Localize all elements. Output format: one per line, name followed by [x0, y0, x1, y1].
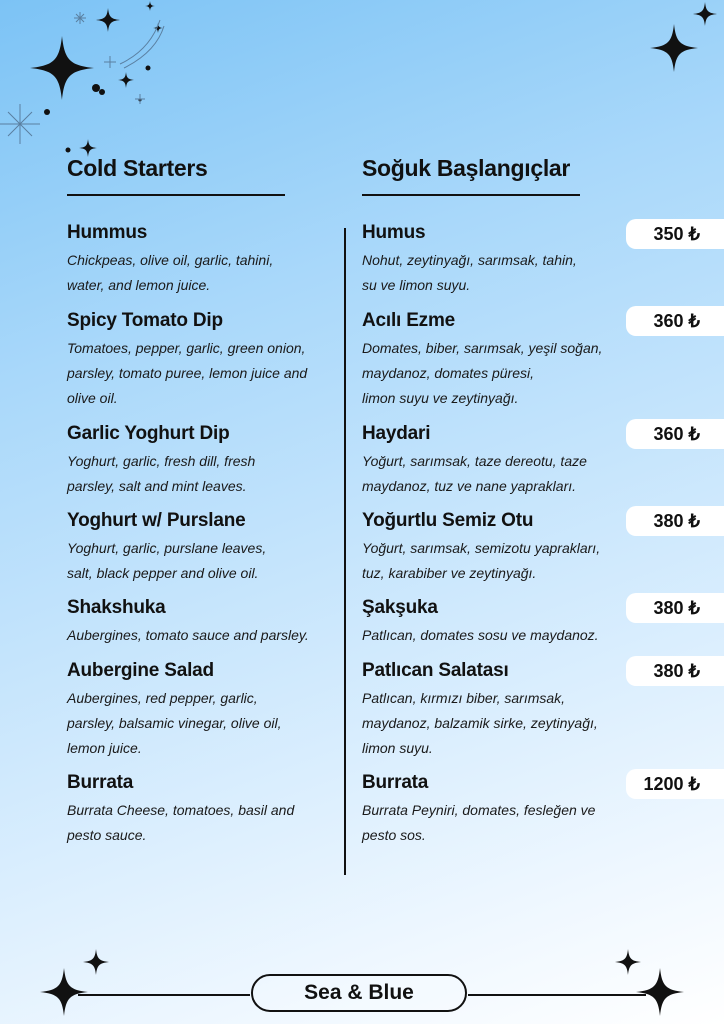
- menu-item-turkish: [362, 423, 612, 499]
- menu-item-english: [67, 423, 317, 499]
- dish-description: Burrata Peyniri, domates, fesleğen ve pesto sos.: [362, 802, 596, 843]
- dish-name: Humus: [362, 222, 426, 243]
- sparkle-icon: [118, 72, 134, 88]
- dish-description: Tomatoes, pepper, garlic, green onion, parsley, tomato puree, lemon juice and olive oil.: [67, 340, 308, 406]
- dish-name: Aubergine Salad: [67, 660, 214, 681]
- dish-name: Patlıcan Salatası: [362, 660, 509, 681]
- footer-line-right: [468, 994, 646, 996]
- dish-description: Burrata Cheese, tomatoes, basil and pesto sauce.: [67, 802, 295, 843]
- dish-name: Yoğurtlu Semiz Otu: [362, 510, 534, 531]
- menu-item-turkish: [362, 222, 612, 298]
- dish-name: Şakşuka: [362, 597, 438, 618]
- sparkle-icon: [40, 968, 88, 1016]
- heading-turkish: Soğuk Başlangıçlar: [362, 155, 571, 181]
- sparkle-icon: [96, 8, 120, 32]
- menu-item-english: [67, 510, 317, 586]
- dish-description: Aubergines, red pepper, garlic, parsley, balsamic vinegar, olive oil, lemon juice.: [67, 690, 282, 756]
- menu-item-english: [67, 597, 317, 648]
- sparkle-icon: [636, 968, 684, 1016]
- heading-english: Cold Starters: [67, 155, 208, 181]
- dish-description: Yoğurt, sarımsak, taze dereotu, taze maydanoz, tuz ve nane yaprakları.: [362, 453, 587, 494]
- dish-description: Domates, biber, sarımsak, yeşil soğan, maydanoz, domates püresi, limon suyu ve zeytinyağı.: [362, 340, 603, 406]
- dish-description: Patlıcan, domates sosu ve maydanoz.: [362, 627, 599, 643]
- footer-line-left: [78, 994, 250, 996]
- menu-item-english: [67, 772, 317, 848]
- menu-item-turkish: [362, 772, 612, 848]
- price-tag: 380 ₺: [626, 656, 724, 686]
- menu-item-english: [67, 660, 317, 761]
- dish-name: Burrata: [362, 772, 429, 793]
- menu-item-english: [67, 222, 317, 298]
- sparkle-icon: [693, 2, 717, 26]
- sparkle-icon: [615, 949, 641, 975]
- menu-item-turkish: [362, 660, 612, 761]
- price-tag: 350 ₺: [626, 219, 724, 249]
- heading-underline-turkish: [362, 194, 580, 196]
- dish-name: Hummus: [67, 222, 148, 243]
- dish-description: Nohut, zeytinyağı, sarımsak, tahin, su ve limon suyu.: [362, 252, 577, 293]
- brand-badge: Sea & Blue: [251, 974, 467, 1012]
- sparkle-icon: [83, 949, 109, 975]
- menu-item-turkish: [362, 597, 612, 648]
- dish-name: Burrata: [67, 772, 134, 793]
- dish-description: Aubergines, tomato sauce and parsley.: [67, 627, 309, 643]
- dish-name: Acılı Ezme: [362, 310, 456, 331]
- price-tag: 380 ₺: [626, 593, 724, 623]
- dish-description: Chickpeas, olive oil, garlic, tahini, water, and lemon juice.: [67, 252, 274, 293]
- menu-item-english: [67, 310, 317, 411]
- dish-name: Shakshuka: [67, 597, 166, 618]
- sparkle-icon: [30, 36, 94, 100]
- dish-description: Yoghurt, garlic, purslane leaves, salt, black pepper and olive oil.: [67, 540, 267, 581]
- price-tag: 360 ₺: [626, 306, 724, 336]
- menu-item-turkish: [362, 510, 612, 586]
- dish-name: Garlic Yoghurt Dip: [67, 423, 230, 444]
- price-tag: 360 ₺: [626, 419, 724, 449]
- dish-name: Haydari: [362, 423, 431, 444]
- price-tag: 1200 ₺: [626, 769, 724, 799]
- dish-name: Yoghurt w/ Purslane: [67, 510, 246, 531]
- dish-description: Patlıcan, kırmızı biber, sarımsak, maydanoz, balzamik sirke, zeytinyağı, limon suyu.: [362, 690, 598, 756]
- sparkle-icon: [650, 24, 698, 72]
- heading-underline-english: [67, 194, 285, 196]
- dish-name: Spicy Tomato Dip: [67, 310, 223, 331]
- column-divider: [344, 228, 346, 875]
- menu-item-turkish: [362, 310, 612, 411]
- sparkle-icon: [145, 1, 155, 11]
- price-tag: 380 ₺: [626, 506, 724, 536]
- dish-description: Yoğurt, sarımsak, semizotu yaprakları, tuz, karabiber ve zeytinyağı.: [362, 540, 601, 581]
- dish-description: Yoghurt, garlic, fresh dill, fresh parsley, salt and mint leaves.: [67, 453, 256, 494]
